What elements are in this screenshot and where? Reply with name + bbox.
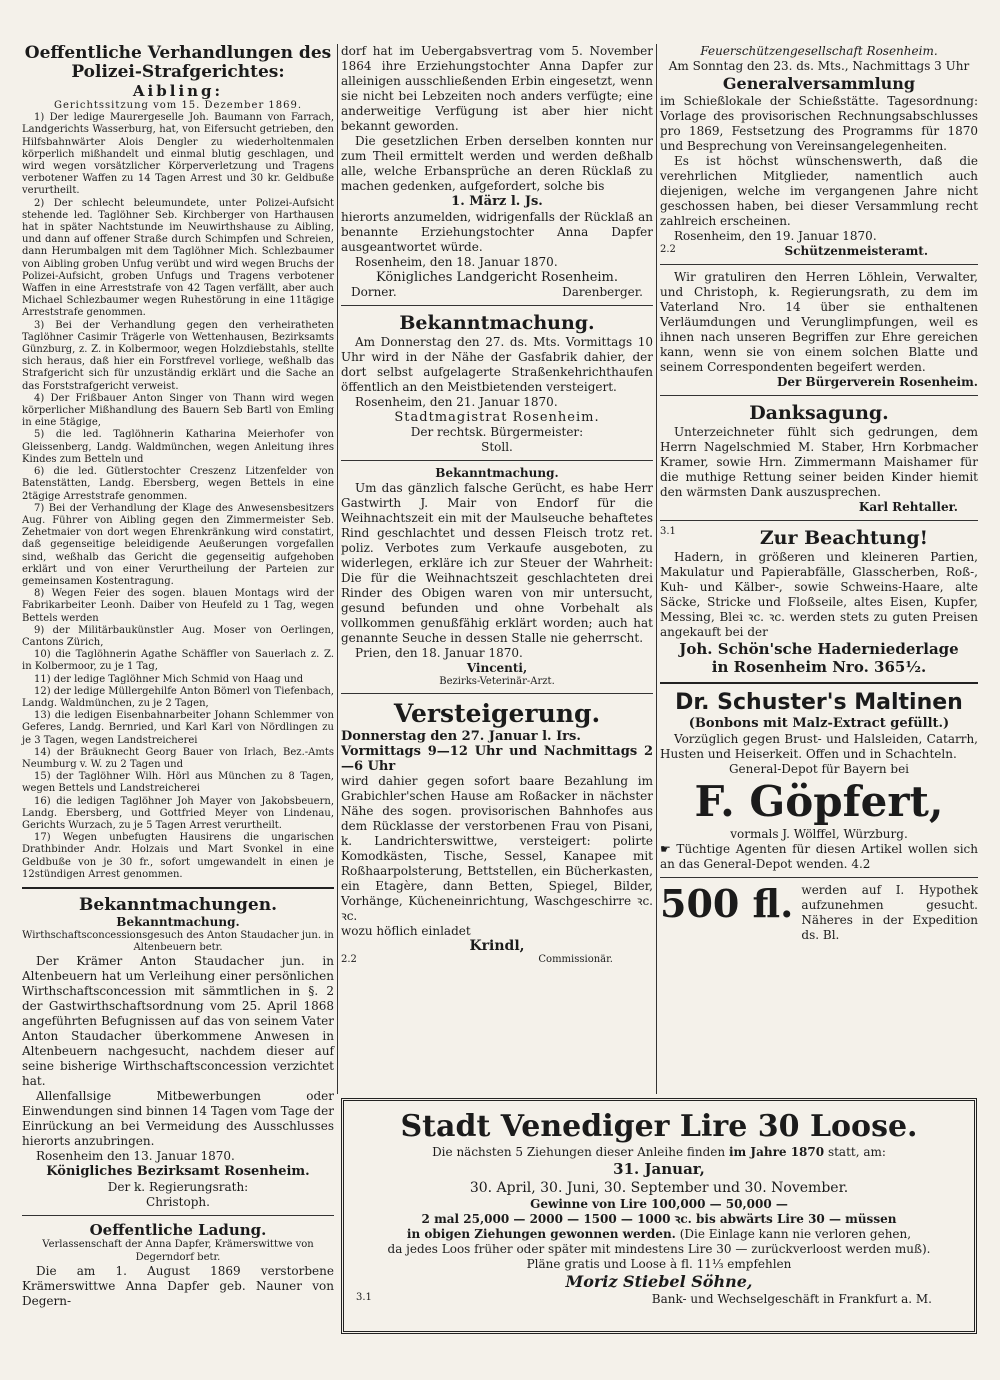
lottery-firm: Moriz Stiebel Söhne,	[565, 1272, 753, 1291]
announcement-body: Der Krämer Anton Staudacher jun. in Altenbeuern hat um Verleihung einer persönlichen Wirthschaftsconcession mit sämmtlichen in §. 2 der Gastwirthschaftsordnung vom 25. April 1868 angeführten Befugnissen auf das von seinem Vater Anton Staudacher überkommene Anwesen in Altenbeuern nachgesucht, nachdem dieser auf seine bisherige Wirthschaftsconcession verzichtet hat.	[22, 954, 334, 1089]
announcement-body: Allenfallsige Mitbewerbungen oder Einwendungen sind binnen 14 Tagen vom Tage der Einrückung an bei Vermeidung des Ausschlusses hierorts anzubringen.	[22, 1089, 334, 1149]
club-meeting-body: Es ist höchst wünschenswerth, daß die verehrlichen Mitglieder, namentlich auch diejenigen, welche im vergangenen Jahre nicht geschossen haben, bei dieser Versammlung recht zahlreich erscheinen.	[660, 154, 978, 228]
section-divider	[341, 693, 653, 694]
summons-continuation: hierorts anzumelden, widrigenfalls der Rücklaß an benannte Erziehungstochter Anna Dapfer ausgeantwortet würde.	[341, 210, 653, 254]
lottery-footer	[356, 1292, 962, 1307]
club-meeting-date: Am Sonntag den 23. ds. Mts., Nachmittags 3 Uhr	[668, 59, 970, 73]
court-item: 15) der Taglöhner Wilh. Hörl aus München zu 8 Tagen, wegen Bettels und Landstreicherei	[22, 771, 334, 795]
notice-title: Bekanntmachung.	[399, 312, 595, 334]
notice-title: Bekanntmachung.	[435, 466, 559, 480]
congratulation-body: Wir gratuliren den Herren Löhlein, Verwalter, und Christoph, k. Regierungsrath, zu dem im Vaterland Nro. 14 über sie enthaltenen Verläumdungen und Verunglimpfungen, weil es ihnen nach unseren Begriffen zur Ehre gereichen kann, wenn sie von einem solchen Blatte und seinem Correspondenten begeifert werden.	[660, 270, 978, 374]
auction-invite: wozu höflich einladet	[341, 924, 471, 939]
court-item: 1) Der ledige Maurergeselle Joh. Baumann von Farrach, Landgerichts Wasserburg, hat, von Eifersucht getrieben, den Hilfsbahnwärter Alois Dengler zu wiederholtenmalen körperlich mißhandelt und einmal blutig geschlagen, und wird wegen vorsätzlicher Körperverletzung und Tragens verbotener Waffen zu 14 Tagen Arrest und 30 kr. Geldbuße verurtheilt.	[22, 112, 334, 197]
summons-deadline: 1. März l. Js.	[451, 194, 543, 209]
court-items	[22, 112, 334, 881]
notice-date: Prien, den 18. Januar 1870.	[355, 646, 523, 660]
notice-rank: Der rechtsk. Bürgermeister:	[410, 425, 584, 439]
notice-body: Um das gänzlich falsche Gerücht, es habe Herr Gastwirth J. Mair von Endorf für die Weihnachtszeit ein mit der Maulseuche behaftetes Rind geschlachtet und dessen Fleisch trotz ret. poliz. Verbotes zum Verkaufe ausgeboten, zu widerlegen, erkläre ich zur Steuer der Wahrheit: Die für die Weihnachtszeit geschlachteten drei Rinder des Obigen waren von mir untersucht, gesund befunden und ohne Vorbehalt als vollkommen genußfähig erklärt worden; auch hat genannte Seuche in dessen Stalle nie geherrscht.	[341, 481, 653, 645]
thanks-title: Danksagung.	[749, 402, 889, 424]
attention-firm-address: in Rosenheim Nro. 365½.	[711, 658, 927, 676]
court-item: 16) die ledigen Taglöhner Joh Mayer von Jakobsbeuern, Landg. Ebersberg, und Gottfried Meyer von Lindenau, Gerichts Wurzach, zu je 5 Tagen Arrest verurtheilt.	[22, 795, 334, 831]
summons-authority: Königliches Landgericht Rosenheim.	[375, 270, 619, 285]
lottery-must-win: in obigen Ziehungen gewonnen werden.	[406, 1227, 676, 1241]
thanks-body: Unterzeichneter fühlt sich gedrungen, dem Herrn Nagelschmied M. Staber, Hrn Korbmacher Kramer, sowie Hrn. Zimmermann Maishamer für die muthige Rettung seiner beiden Kinder hiemit den wärmsten Dank auszusprechen.	[660, 425, 978, 499]
insertion-mark: 3.1	[356, 1292, 372, 1303]
announcement-authority: Königliches Bezirksamt Rosenheim.	[46, 1164, 310, 1180]
signature: Dorner.	[351, 285, 397, 299]
summons-subject: Verlassenschaft der Anna Dapfer, Krämerswittwe von Degerndorf betr.	[42, 1239, 314, 1263]
auction-time: Vormittags 9—12 Uhr und Nachmittags 2—6 Uhr	[341, 744, 653, 775]
maltinen-subtitle: (Bonbons mit Malz-Extract gefüllt.)	[688, 716, 950, 731]
announcement-subject: Wirthschaftsconcessionsgesuch des Anton Staudacher jun. in Altenbeuern betr.	[22, 930, 334, 954]
notice-authority: Stadtmagistrat Rosenheim.	[394, 410, 600, 425]
club-meeting-date-line: Rosenheim, den 19. Januar 1870.	[674, 229, 877, 243]
attention-firm: Joh. Schön'sche Haderniederlage	[679, 640, 959, 658]
lottery-offer: Pläne gratis und Loose à fl. 11⅓ empfehlen	[526, 1257, 792, 1271]
auction-footer	[341, 954, 653, 966]
section-divider	[22, 1215, 334, 1216]
section-divider	[660, 264, 978, 265]
auction-rank: Commissionär.	[538, 954, 613, 966]
congratulation-signature: Der Bürgerverein Rosenheim.	[777, 375, 978, 389]
pointing-hand-icon: ☛	[660, 842, 677, 856]
announcement-date: Rosenheim den 13. Januar 1870.	[36, 1149, 235, 1164]
thanks-signature: Karl Rehtaller.	[858, 500, 958, 514]
court-item: 7) Bei der Verhandlung der Klage des Anwesensbesitzers Aug. Führer von Aibling gegen den Zimmermeister Seb. Zehetmaier von dort wegen Ehrenkränkung wird constatirt, daß gegenseitige beleidigende Aeußerungen vorgefallen sind, weßhalb das Gericht die gegenseitig aufgehoben erklärt und von einer Verurtheilung der Parteien zur gemeinsamen Kostentragung.	[22, 502, 334, 587]
club-title: Feuerschützengesellschaft Rosenheim.	[700, 44, 938, 58]
announcement-signature: Christoph.	[146, 1195, 210, 1210]
court-item: 11) der ledige Taglöhner Mich Schmid von Haag und	[34, 673, 304, 685]
notice-signature: Stoll.	[481, 440, 513, 454]
lottery-first-date: 31. Januar,	[613, 1160, 705, 1178]
section-divider	[660, 877, 978, 878]
section-divider	[22, 887, 334, 889]
court-item: 6) die led. Gütlerstochter Creszenz Litzenfelder von Batenstätten, Landg. Ebersberg, wegen Bettels in eine 2tägige Arreststrafe genommen.	[22, 466, 334, 502]
depot-firm-name: F. Göpfert,	[694, 777, 944, 826]
notice-rank: Bezirks-Veterinär-Arzt.	[439, 676, 555, 687]
announcements-header: Bekanntmachungen.	[79, 895, 277, 915]
column-left	[22, 44, 334, 1309]
court-item: 2) Der schlecht beleumundete, unter Polizei-Aufsicht stehende led. Taglöhner Seb. Kirchberger von Harthausen hat in später Nachtstunde im Neuwirthshause zu Aibling, und dann auf offener Straße durch Schimpfen und Schreien, dann Herumbalgen mit dem Taglöhner Mich. Schlezbaumer von Aibling groben Unfug verübt und wird wegen Bruchs der Polizei-Aufsicht, groben Unfugs und Tragens verbotener Waffen in eine Arreststrafe von 42 Tagen verfällt, aber auch Michael Schlezbaumer wegen Ruhestörung in eine 11tägige Arreststrafe genommen.	[22, 197, 334, 319]
summons-signatures	[341, 285, 653, 300]
auction-title: Versteigerung.	[393, 699, 601, 729]
column-rule-1	[337, 44, 338, 1094]
summons-continuation: dorf hat im Uebergabsvertrag vom 5. November 1864 ihre Erziehungstochter Anna Dapfer zur alleinigen ausschließenden Erbin eingesetzt, wenn sie nicht bei Lebzeiten noch anders verfügte; eine anderweitige Verfügung ist aber hier nicht bekannt geworden.	[341, 44, 653, 133]
section-divider	[660, 682, 978, 684]
lottery-draws-year: im Jahre 1870	[728, 1145, 825, 1159]
signature: Darenberger.	[562, 285, 643, 299]
lottery-prizes: 2 mal 25,000 — 2000 — 1500 — 1000 ꝛc. bis abwärts Lire 30 — müssen	[421, 1212, 897, 1226]
court-item: 14) der Bräuknecht Georg Bauer von Irlach, Bez.-Amts Neumburg v. W. zu 2 Tagen und	[22, 746, 334, 770]
court-item: 9) der Militärbaukünstler Aug. Moser von Oerlingen, Cantons Zürich,	[22, 624, 334, 648]
maltinen-agents-text: Tüchtige Agenten für diesen Artikel wollen sich an das General-Depot wenden.	[660, 842, 979, 871]
insertion-mark: 3.1	[660, 526, 676, 537]
insertion-mark: 2.2	[660, 244, 676, 255]
mortgage-ad	[660, 883, 978, 943]
notice-date: Rosenheim, den 21. Januar 1870.	[355, 395, 558, 409]
lottery-dates: 30. April, 30. Juni, 30. September und 30. November.	[469, 1180, 849, 1196]
section-divider	[660, 520, 978, 521]
court-item: 3) Bei der Verhandlung gegen den verheiratheten Taglöhner Casimir Trägerle von Wettenhausen, Bezirksamts Günzburg, z. Z. in Kolbermoor, wegen Holzdiebstahls, stellte sich heraus, daß hier ein Forstfrevel vorliege, weßhalb das Strafgericht sich für unzuständig erklärt und die Sache an das Forststrafgericht verweist.	[22, 319, 334, 392]
lottery-draws-suffix: statt, am:	[827, 1145, 886, 1159]
court-item: 13) die ledigen Eisenbahnarbeiter Johann Schlemmer von Geferes, Landg. Bernried, und Karl Karl von Nördlingen zu je 3 Tagen, wegen Landstreicherei	[22, 710, 334, 746]
summons-title: Oeffentliche Ladung.	[89, 1221, 267, 1240]
attention-body: Hadern, in größeren und kleineren Partien, Makulatur und Papierabfälle, Glasscherben, Roß-, Kuh- und Kälber-, sowie Schweins-Haare, alte Säcke, Stricke und Floßseile, altes Eisen, Kupfer, Messing, Blei ꝛc. ꝛc. werden stets zu guten Preisen angekauft bei der	[660, 550, 978, 639]
maltinen-title: Dr. Schuster's Maltinen	[675, 690, 963, 715]
section-divider	[341, 460, 653, 461]
attention-title: Zur Beachtung!	[759, 527, 928, 549]
lottery-firm-sub: Bank- und Wechselgeschäft in Frankfurt a. M.	[651, 1292, 932, 1306]
auction-date: Donnerstag den 27. Januar l. Irs.	[341, 729, 581, 745]
lottery-advertisement	[341, 1098, 977, 1334]
column-right	[660, 44, 978, 943]
lottery-draws-text: Die nächsten 5 Ziehungen dieser Anleihe finden	[432, 1145, 726, 1159]
column-rule-2	[656, 44, 657, 1094]
summons-body: Die am 1. August 1869 verstorbene Krämerswittwe Anna Dapfer geb. Nauner von Degern-	[22, 1263, 334, 1308]
column-middle	[341, 44, 653, 966]
section-divider	[660, 395, 978, 396]
announcement-rank: Der k. Regierungsrath:	[107, 1180, 249, 1195]
club-meeting-body: im Schießlokale der Schießstätte. Tagesordnung: Vorlage des provisorischen Rechnungsabschlusses pro 1869, Festsetzung des Programms für 1870 und Besprechung von Vereinsangelegenheiten.	[660, 94, 978, 153]
court-item: 8) Wegen Feier des sogen. blauen Montags wird der Fabrikarbeiter Leonh. Daiber von Heufeld zu 1 Tag, wegen Bettels werden	[22, 588, 334, 624]
lottery-prizes: Gewinne von Lire 100,000 — 50,000 —	[530, 1197, 788, 1211]
section-divider	[341, 305, 653, 306]
summons-continuation: Die gesetzlichen Erben derselben konnten nur zum Theil ermittelt werden und werden deßhalb alle, welche Erbansprüche an deren Rücklaß zu machen gedenken, aufgefordert, solche bis	[341, 134, 653, 193]
club-signature: Schützenmeisteramt.	[784, 244, 928, 258]
lottery-guarantee-cont: da jedes Loos früher oder später mit mindestens Lire 30 — zurückverloost werden muß).	[387, 1242, 931, 1256]
court-session-date: Gerichtssitzung vom 15. Dezember 1869.	[53, 100, 303, 111]
court-item: 17) Wegen unbefugten Hausirens die ungarischen Drathbinder Andr. Holzais und Mart Svonkel in eine Geldbuße von je 30 fr., sofort umgewandelt in einen je 12stündigen Arrest genommen.	[22, 832, 334, 880]
club-meeting-heading: Generalversammlung	[722, 74, 916, 93]
mortgage-amount: 500 fl.	[660, 881, 794, 926]
auction-body: wird dahier gegen sofort baare Bezahlung im Grabichler'schen Hause am Roßacker in nächster Nähe des sogen. provisorischen Bahnhofes aus dem Rücklasse der verstorbenen Frau von Pisani, k. Landrichterswittwe, versteigert: polirte Komodkästen, Tische, Sessel, Kanapee mit Roßhaarpolsterung, Bettstellen, ein Bücherkasten, ein Etagère, dann Betten, Spiegel, Bilder, Vorhänge, Kücheneinrichtung, Waschgeschirre ꝛc. ꝛc.	[341, 774, 653, 924]
auction-signature: Krindl,	[469, 938, 525, 955]
police-court-header: Oeffentliche Verhandlungen des Polizei-Strafgerichtes:	[24, 43, 332, 82]
mortgage-text: werden auf I. Hypothek aufzunehmen gesucht. Näheres in der Expedition ds. Bl.	[801, 883, 978, 942]
lottery-draws-line	[356, 1145, 962, 1160]
court-item: 12) der ledige Müllergehilfe Anton Bömerl von Tiefenbach, Landg. Waldmünchen, zu je 2 Tagen,	[22, 685, 334, 709]
court-item: 10) die Taglöhnerin Agathe Schäffler von Sauerlach z. Z. in Kolbermoor, zu je 1 Tag,	[22, 649, 334, 673]
court-item: 5) die led. Taglöhnerin Katharina Meierhofer von Gleissenberg, Landg. Waldmünchen, wegen Anleitung ihres Kindes zum Betteln und	[22, 429, 334, 465]
maltinen-agents	[660, 842, 978, 872]
court-item: 4) Der Frißbauer Anton Singer von Thann wird wegen körperlicher Mißhandlung des Bauern Seb Bartl von Emling in eine 5tägige,	[22, 392, 334, 429]
insertion-mark: 2.2	[341, 954, 357, 966]
notice-heading-row	[660, 526, 978, 550]
lottery-prizes-note	[356, 1227, 962, 1242]
police-court-place: Aibling:	[132, 82, 224, 100]
maltinen-body: Vorzüglich gegen Brust- und Halsleiden, Catarrh, Husten und Heiserkeit. Offen und in Schachteln.	[660, 732, 978, 761]
lottery-title: Stadt Venediger Lire 30 Loose.	[400, 1109, 918, 1144]
summons-date: Rosenheim, den 18. Januar 1870.	[355, 255, 558, 269]
notice-body: Am Donnerstag den 27. ds. Mts. Vormittags 10 Uhr wird in der Nähe der Gasfabrik dahier, der dort selbst aufgelagerte Straßenkehrichthaufen öffentlich an den Meistbietenden versteigert.	[341, 335, 653, 394]
notice-signature: Vincenti,	[466, 661, 528, 675]
insertion-mark: 4.2	[851, 857, 871, 871]
club-meeting-footer	[660, 244, 978, 259]
lottery-guarantee: (Die Einlage kann nie verloren gehen,	[679, 1227, 912, 1241]
depot-firm-previous: vormals J. Wölffel, Würzburg.	[730, 827, 908, 841]
announcement-title: Bekanntmachung.	[116, 915, 240, 929]
maltinen-depot: General-Depot für Bayern bei	[728, 762, 910, 776]
